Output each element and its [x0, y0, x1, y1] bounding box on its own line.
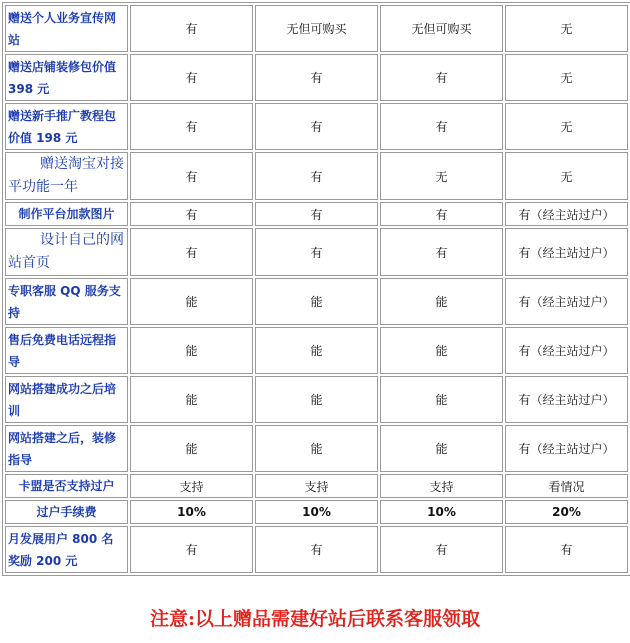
table-row: [5, 500, 628, 524]
table-row: [5, 152, 628, 200]
cell-value: 有: [255, 202, 378, 226]
cell-value: 能: [130, 278, 253, 325]
cell-value: 能: [380, 376, 503, 423]
cell-value: 有: [255, 103, 378, 150]
cell-value: 有: [130, 152, 253, 200]
cell-value: 有: [130, 202, 253, 226]
row-label-qq-support: 专职客服 QQ 服务支持: [5, 278, 128, 325]
row-label-training: 网站搭建成功之后培训: [5, 376, 128, 423]
cell-value: 能: [380, 425, 503, 472]
row-label-tutorial-pack: 赠送新手推广教程包价值 198 元: [5, 103, 128, 150]
cell-value: 能: [130, 327, 253, 374]
gift-claim-notice: 注意:以上赠品需建好站后联系客服领取: [149, 608, 480, 630]
cell-value: 能: [255, 376, 378, 423]
table-row: [5, 228, 628, 276]
cell-value: 支持: [130, 474, 253, 498]
cell-value: 有: [380, 103, 503, 150]
cell-value: 有: [130, 103, 253, 150]
table-row: [5, 202, 628, 226]
cell-value: 有: [255, 152, 378, 200]
row-label-taobao-integration: 赠送淘宝对接平功能一年: [5, 152, 128, 200]
row-label-personal-website: 赠送个人业务宣传网站: [5, 5, 128, 52]
table-row: [5, 54, 628, 101]
cell-value: 能: [380, 327, 503, 374]
cell-value: 10%: [255, 500, 378, 524]
row-label-phone-guidance: 售后免费电话远程指导: [5, 327, 128, 374]
cell-value: 有: [380, 526, 503, 573]
cell-value: 有: [380, 54, 503, 101]
table-row: [5, 5, 628, 52]
cell-value: 能: [255, 278, 378, 325]
cell-value: 无: [505, 54, 628, 101]
cell-value: 无: [380, 152, 503, 200]
cell-value: 10%: [130, 500, 253, 524]
row-label-shop-decoration: 赠送店铺装修包价值 398 元: [5, 54, 128, 101]
table-row: [5, 278, 628, 325]
cell-value: 有: [505, 526, 628, 573]
table-row: [5, 425, 628, 472]
row-label-transfer-fee: 过户手续费: [5, 500, 128, 524]
cell-value: 有: [255, 54, 378, 101]
cell-value: 有: [380, 202, 503, 226]
cell-value: 能: [130, 376, 253, 423]
row-label-user-reward: 月发展用户 800 名奖励 200 元: [5, 526, 128, 573]
cell-value: 支持: [380, 474, 503, 498]
row-label-transfer-support: 卡盟是否支持过户: [5, 474, 128, 498]
cell-value: 有（经主站过户）: [505, 228, 628, 276]
cell-value: 能: [255, 425, 378, 472]
table-row: [5, 327, 628, 374]
cell-value: 能: [255, 327, 378, 374]
row-label-decoration-guidance: 网站搭建之后，装修指导: [5, 425, 128, 472]
cell-value: 能: [130, 425, 253, 472]
cell-value: 有（经主站过户）: [505, 327, 628, 374]
cell-value: 看情况: [505, 474, 628, 498]
cell-value: 无但可购买: [255, 5, 378, 52]
table-row: [5, 526, 628, 573]
table-row: [5, 376, 628, 423]
cell-value: 有: [380, 228, 503, 276]
cell-value: 无但可购买: [380, 5, 503, 52]
table-row: [5, 103, 628, 150]
cell-value: 10%: [380, 500, 503, 524]
cell-value: 有（经主站过户）: [505, 278, 628, 325]
cell-value: 支持: [255, 474, 378, 498]
cell-value: 20%: [505, 500, 628, 524]
feature-comparison-table: [2, 2, 630, 576]
table-row: [5, 474, 628, 498]
row-label-homepage-design: 设计自己的网站首页: [5, 228, 128, 276]
cell-value: 有（经主站过户）: [505, 202, 628, 226]
cell-value: 有: [130, 526, 253, 573]
cell-value: 有（经主站过户）: [505, 425, 628, 472]
cell-value: 有: [255, 228, 378, 276]
cell-value: 有: [255, 526, 378, 573]
cell-value: 有: [130, 5, 253, 52]
cell-value: 有（经主站过户）: [505, 376, 628, 423]
cell-value: 能: [380, 278, 503, 325]
row-label-topup-images: 制作平台加款图片: [5, 202, 128, 226]
cell-value: 无: [505, 103, 628, 150]
cell-value: 有: [130, 54, 253, 101]
cell-value: 有: [130, 228, 253, 276]
cell-value: 无: [505, 152, 628, 200]
cell-value: 无: [505, 5, 628, 52]
